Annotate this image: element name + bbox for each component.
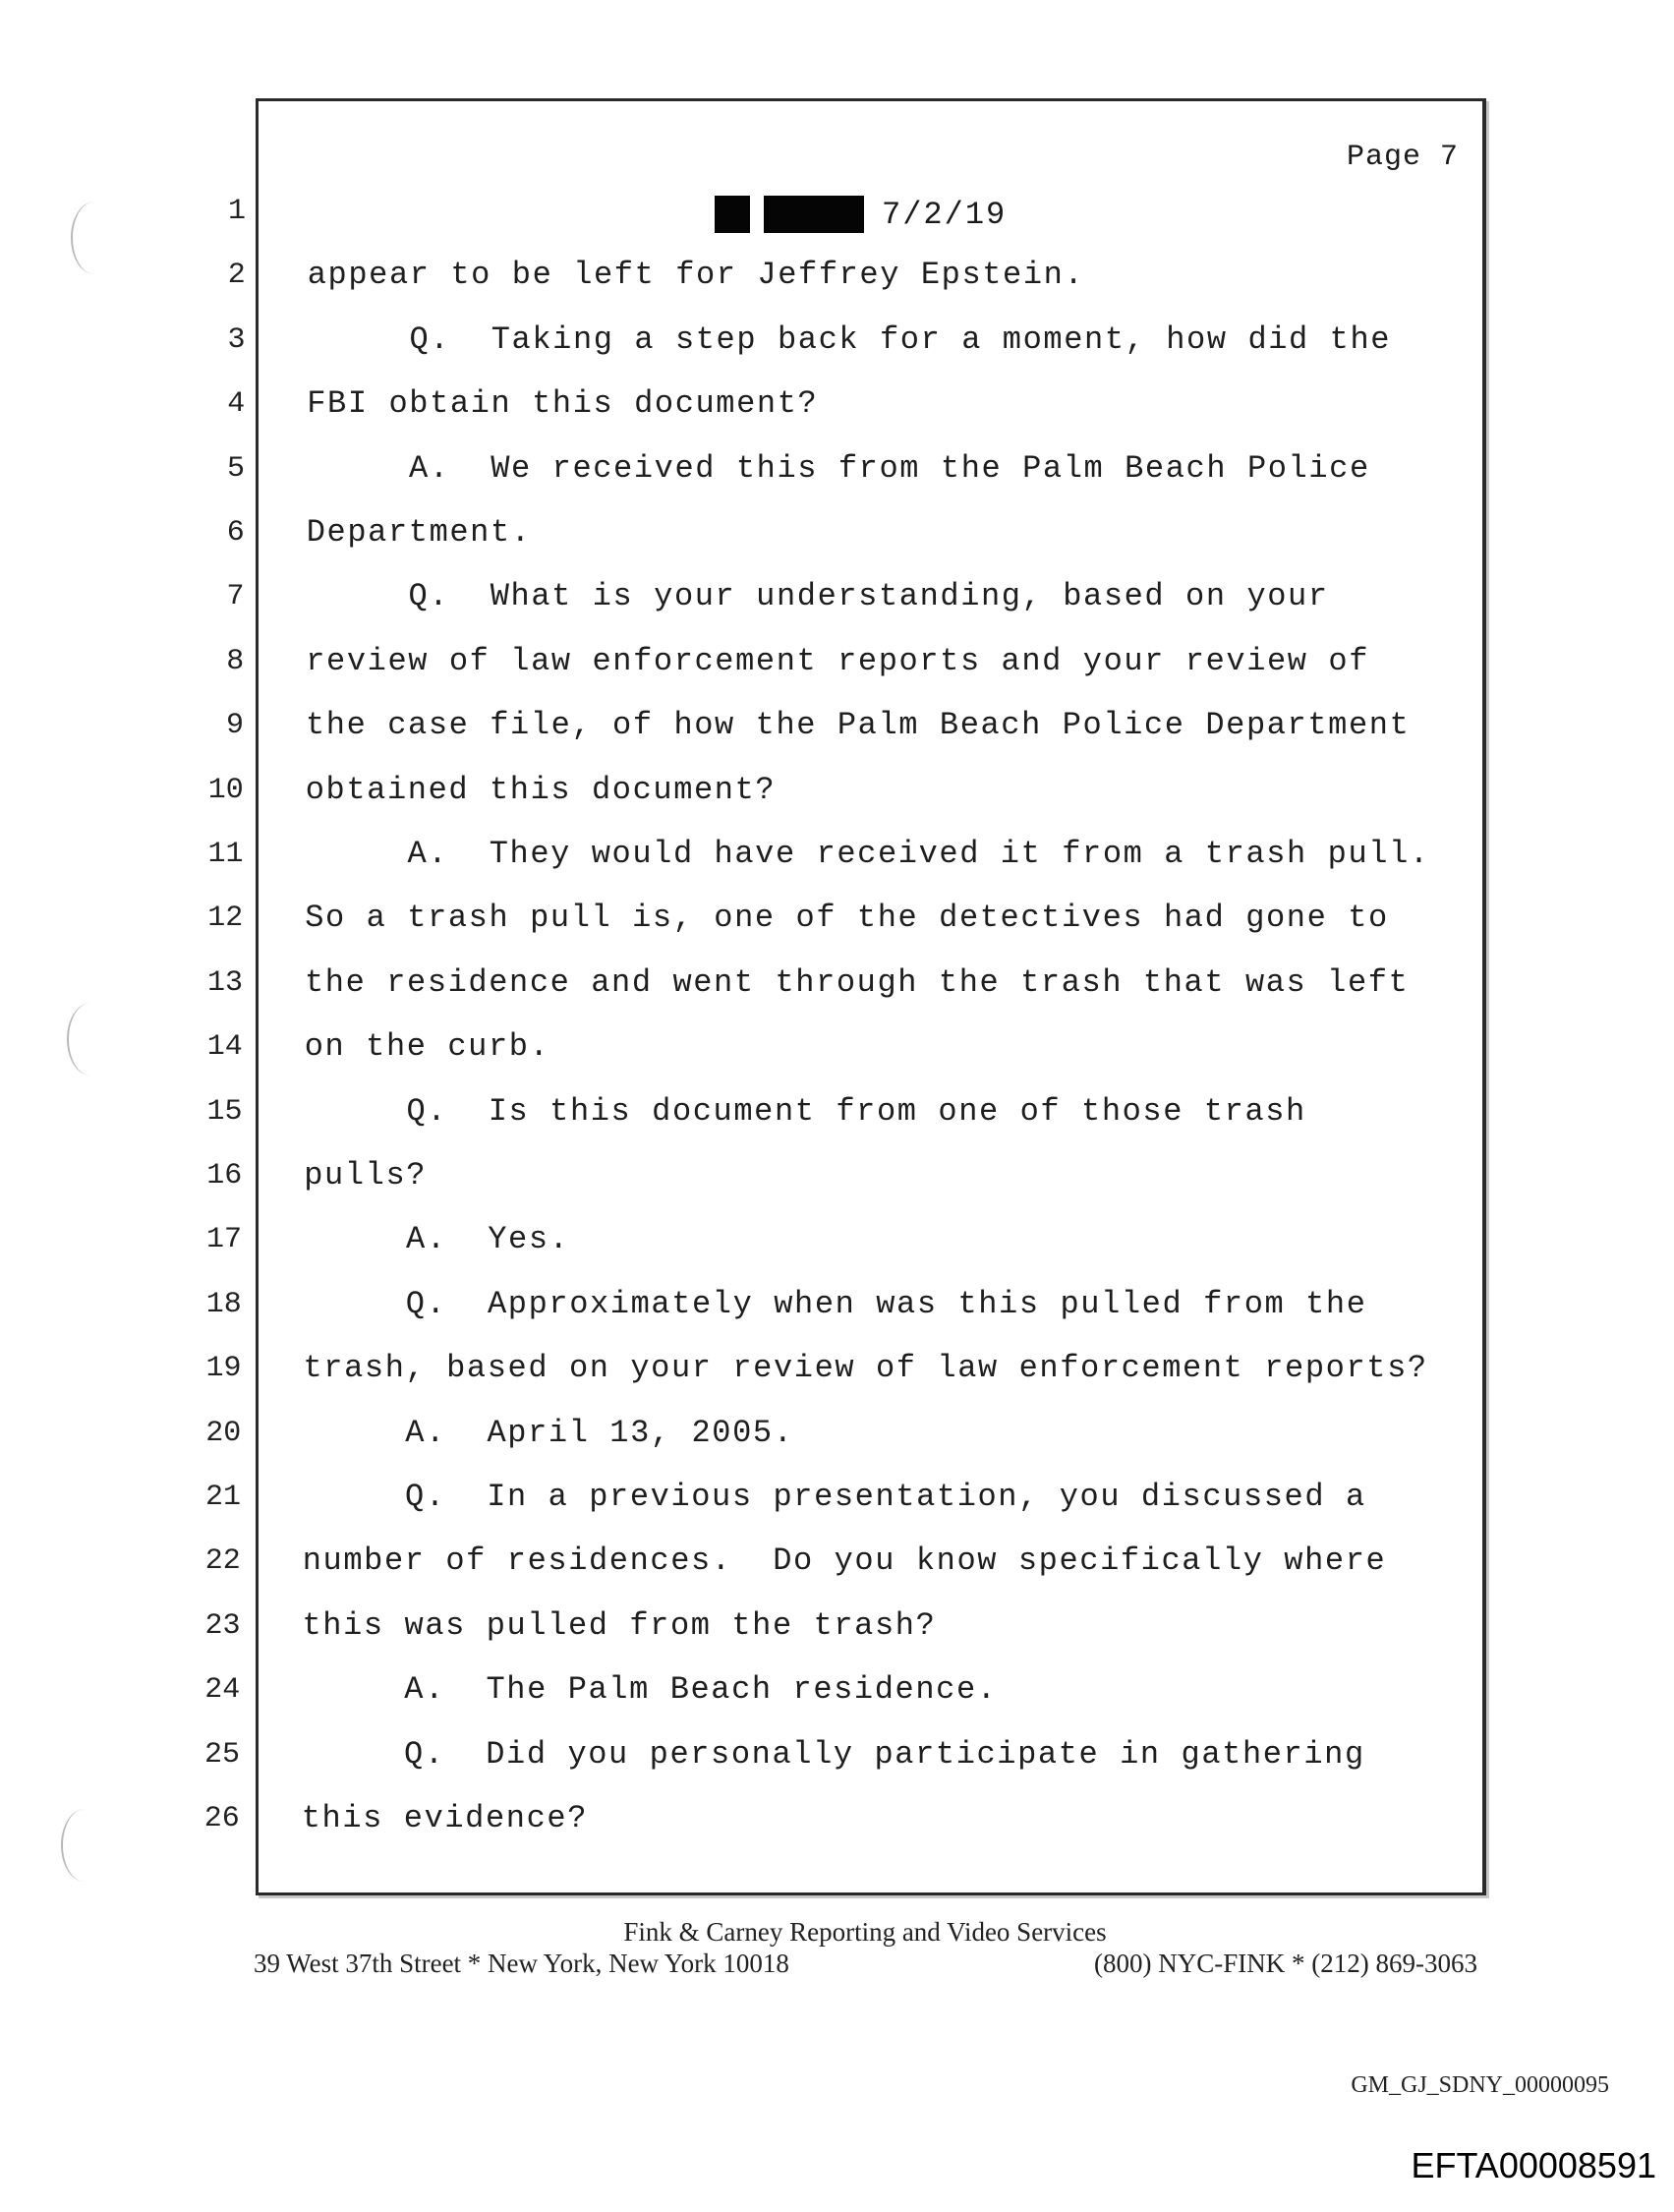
transcript-line-text: this was pulled from the trash? <box>302 1606 937 1644</box>
punch-hole-mark <box>61 1809 108 1882</box>
line-number: 8 <box>226 644 245 678</box>
line-number: 15 <box>206 1094 243 1129</box>
footer-phone: (800) NYC-FINK * (212) 869-3063 <box>1094 1949 1477 1978</box>
line-number: 20 <box>205 1416 242 1450</box>
redaction-block <box>715 196 750 233</box>
efta-number: EFTA00008591 <box>1411 2145 1656 2185</box>
transcript-line-text: on the curb. <box>304 1028 550 1066</box>
transcript-line-text: FBI obtain this document? <box>307 385 819 423</box>
line-number: 13 <box>206 965 243 1000</box>
line-number: 17 <box>205 1223 242 1257</box>
transcript-line-text: the case file, of how the Palm Beach Police Department <box>306 707 1411 744</box>
transcript-line-text: A. They would have received it from a trash pull. <box>305 836 1430 872</box>
transcript-line-text: pulls? <box>304 1157 428 1193</box>
transcript-line-text: review of law enforcement reports and your review of <box>306 642 1370 679</box>
line-number: 1 <box>227 195 246 228</box>
line-number: 19 <box>205 1352 242 1386</box>
transcript-line-text: Q. In a previous presentation, you discussed a <box>303 1479 1366 1515</box>
line-number: 7 <box>226 580 245 614</box>
line-number: 5 <box>226 451 245 486</box>
line-number: 21 <box>204 1481 241 1514</box>
line-number: 23 <box>204 1608 241 1643</box>
line-number: 26 <box>203 1802 240 1835</box>
line-number: 14 <box>206 1030 243 1065</box>
bates-number: GM_GJ_SDNY_00000095 <box>1351 2072 1609 2098</box>
transcript-line-text: obtained this document? <box>305 771 777 808</box>
line-number: 16 <box>206 1159 243 1193</box>
transcript-line-text: So a trash pull is, one of the detectives had gone to <box>305 900 1389 937</box>
transcript-line-text: A. We received this from the Palm Beach Police <box>307 449 1370 487</box>
line-number: 25 <box>203 1737 240 1772</box>
line-number: 18 <box>205 1287 242 1321</box>
line-number: 4 <box>227 387 246 422</box>
line-number: 11 <box>207 838 244 871</box>
transcript-line-text: Department. <box>306 514 532 551</box>
transcript-line-text: Q. Did you personally participate in gathering <box>302 1735 1365 1773</box>
transcript-line-text: Q. Is this document from one of those trash <box>304 1092 1306 1130</box>
header-date: 7/2/19 <box>882 196 1008 233</box>
transcript-line-text: A. Yes. <box>304 1221 570 1258</box>
footer-address: 39 West 37th Street * New York, New York 10018 <box>254 1949 789 1978</box>
transcript-line-text: this evidence? <box>301 1800 588 1836</box>
line-number: 12 <box>207 902 244 936</box>
punch-hole-mark <box>71 202 118 274</box>
transcript-line-text: A. April 13, 2005. <box>303 1414 794 1451</box>
line-number: 24 <box>204 1673 241 1708</box>
transcript-line-text: Q. Approximately when was this pulled from the <box>303 1285 1367 1322</box>
footer-company: Fink & Carney Reporting and Video Services <box>623 1917 1107 1947</box>
punch-hole-mark <box>67 1003 114 1076</box>
line-number: 3 <box>227 322 246 357</box>
line-number: 6 <box>226 516 245 550</box>
line-number: 9 <box>225 709 244 743</box>
transcript-line-text: appear to be left for Jeffrey Epstein. <box>307 257 1085 294</box>
line-number: 10 <box>207 773 244 807</box>
redaction-block <box>764 196 864 233</box>
transcript-line-text: trash, based on your review of law enforcement reports? <box>303 1350 1428 1387</box>
line-number: 22 <box>204 1544 241 1579</box>
transcript-line-text: A. The Palm Beach residence. <box>302 1671 998 1709</box>
line-number: 2 <box>227 259 246 293</box>
page-label: Page 7 <box>1346 141 1459 174</box>
transcript-line-text: Q. What is your understanding, based on your <box>306 578 1329 615</box>
transcript-header <box>715 193 1007 236</box>
transcript-line-text: the residence and went through the trash that was left <box>305 963 1410 1001</box>
transcript-line-text: Q. Taking a step back for a moment, how did the <box>307 320 1392 358</box>
transcript-line-text: number of residences. Do you know specifically where <box>302 1543 1387 1580</box>
